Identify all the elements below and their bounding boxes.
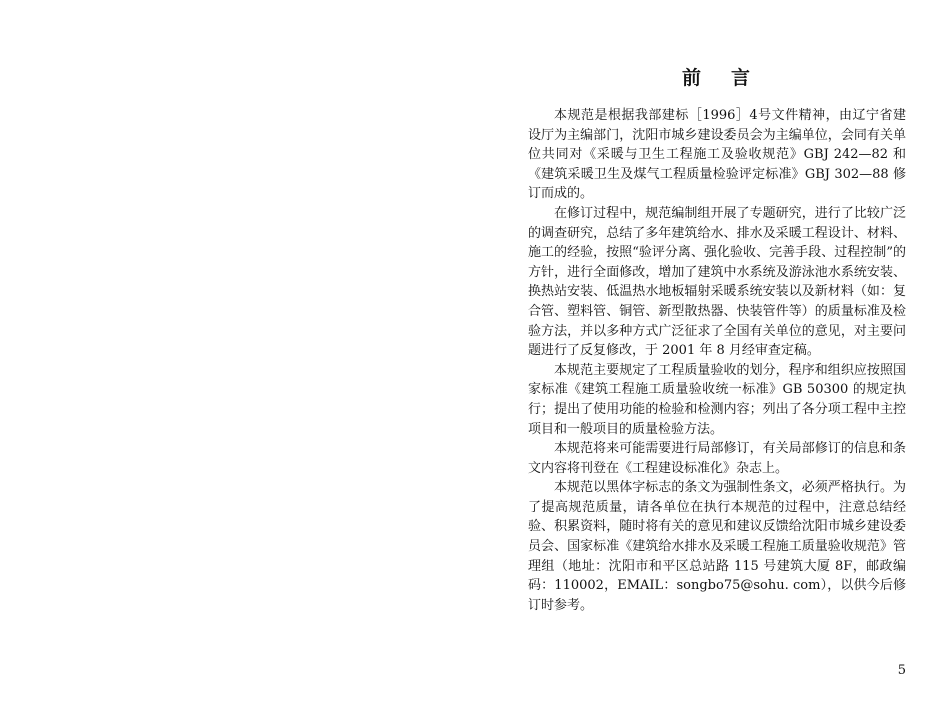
page-title: [528, 64, 906, 92]
body-text: [528, 106, 906, 615]
paragraph-3: 本规范主要规定了工程质量验收的划分，程序和组织应按照国家标准《建筑工程施工质量验收统一标准》GB 50300 的规定执行；提出了使用功能的检验和检测内容；列出了各分项工程中主控项目和一般项目的质量检验方法。: [528, 362, 906, 437]
page-title-char-2: 言: [731, 67, 753, 89]
page-number: 5: [897, 663, 906, 678]
paragraph-5: 本规范以黑体字标志的条文为强制性条文，必须严格执行。为了提高规范质量，请各单位在执行本规范的过程中，注意总结经验、积累资料，随时将有关的意见和建议反馈给沈阳市城乡建设委员会、国家标准《建筑给水排水及采暖工程施工质量验收规范》管理组（地址：沈阳市和平区总站路 115 号建筑大厦 8F，邮政编码：110002，EMAIL：songbo75@sohu. com），以供今后修订时参考。: [528, 480, 906, 613]
page-title-char-1: 前: [681, 67, 703, 89]
paragraph-1: 本规范是根据我部建标［1996］4号文件精神，由辽宁省建设厅为主编部门，沈阳市城乡建设委员会为主编单位，会同有关单位共同对《采暖与卫生工程施工及验收规范》GBJ 242—82 和《建筑采暖卫生及煤气工程质量检验评定标准》GBJ 302—88 修订而成的。: [528, 108, 906, 202]
paragraph-4: 本规范将来可能需要进行局部修订，有关局部修订的信息和条文内容将刊登在《工程建设标准化》杂志上。: [528, 441, 906, 476]
paragraph-2: 在修订过程中，规范编制组开展了专题研究，进行了比较广泛的调查研究，总结了多年建筑给水、排水及采暖工程设计、材料、施工的经验，按照“验评分离、强化验收、完善手段、过程控制”的方针，进行全面修改，增加了建筑中水系统及游泳池水系统安装、换热站安装、低温热水地板辐射采暖系统安装以及新材料（如：复合管、塑料管、铜管、新型散热器、快装管件等）的质量标准及检验方法，并以多种方式广泛征求了全国有关单位的意见，对主要问题进行了反复修改，于 2001 年 8 月经审查定稿。: [528, 205, 906, 359]
